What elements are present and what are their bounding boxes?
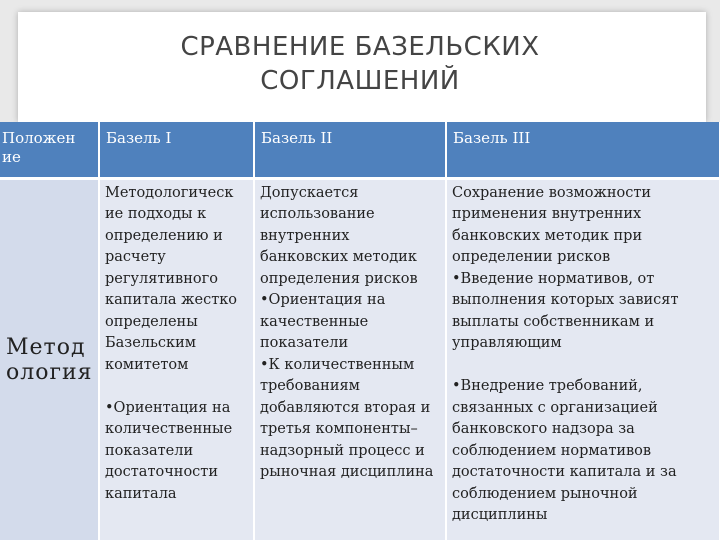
table-header-row — [0, 122, 720, 178]
basel-1-paragraph-2: •Ориентация на количественные показатели достаточности капитала — [105, 399, 233, 502]
slide-title-line-2: СОГЛАШЕНИЙ — [260, 66, 460, 96]
slide-title-line-1: СРАВНЕНИЕ БАЗЕЛЬСКИХ — [180, 32, 540, 62]
basel-2-paragraph-3: •К количественным требованиям добавляются вторая и третья компоненты– надзорный процесс и рыночная дисциплина — [260, 356, 434, 480]
basel-2-paragraph-2: •Ориентация на качественные показатели — [260, 292, 386, 351]
comparison-table — [0, 122, 720, 540]
cell-basel-1 — [99, 178, 254, 540]
paragraph-gap — [452, 355, 715, 377]
header-basel-1: Базель I — [99, 122, 254, 178]
basel-1-paragraph-1: Методологическ ие подходы к определению и расчету регулятивного капитала жестко определены Базельским комитетом — [105, 184, 238, 373]
basel-3-paragraph-3: •Внедрение требований, связанных с организацией банковского надзора за соблюдением нормативов достаточности капитала и за соблюдением рыночной дисциплины — [452, 378, 677, 523]
slide-title — [0, 30, 720, 98]
basel-3-paragraph-2: •Введение нормативов, от выполнения которых зависят выплаты собственникам и управляющим — [452, 270, 679, 351]
header-basel-3: Базель III — [446, 122, 720, 178]
basel-2-paragraph-1: Допускается использование внутренних банковских методик определения рисков — [260, 184, 418, 287]
basel-3-paragraph-1: Сохранение возможности применения внутренних банковских методик при определении рисков — [452, 184, 652, 265]
header-provision: Положен ие — [0, 122, 99, 178]
row-label-methodology: Метод ология — [0, 178, 99, 540]
cell-basel-2 — [254, 178, 446, 540]
cell-basel-3 — [446, 178, 720, 540]
table-row — [0, 178, 720, 540]
header-basel-2: Базель II — [254, 122, 446, 178]
paragraph-gap — [105, 376, 249, 398]
